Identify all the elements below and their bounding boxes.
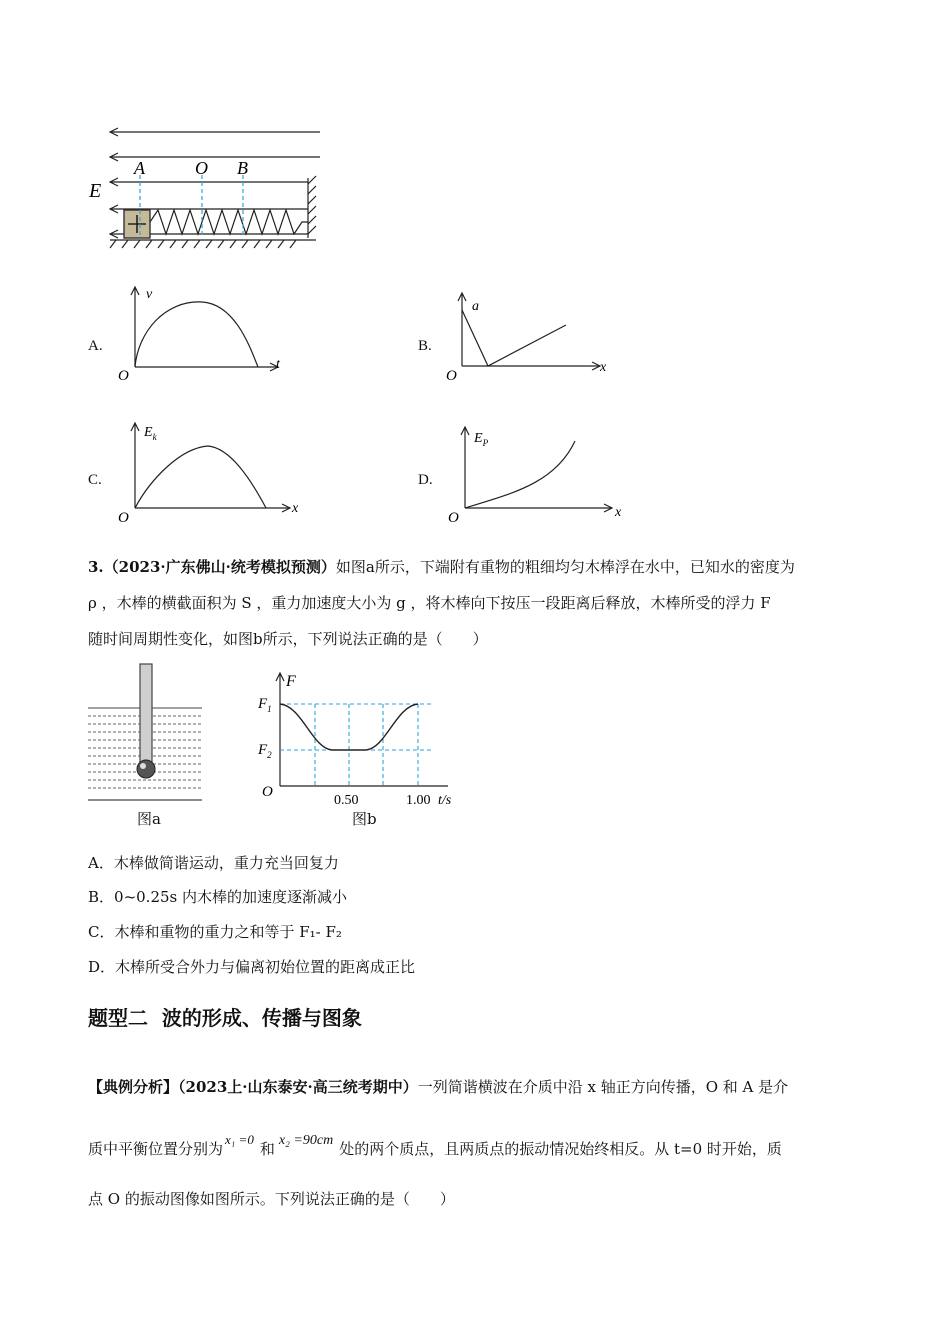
field-label-e: E	[89, 180, 102, 202]
figure-b-f2-label: $F_2$	[258, 742, 272, 760]
choice-d	[88, 956, 415, 978]
choice-b	[88, 886, 347, 908]
option-a-letter: A.	[88, 338, 103, 354]
example-source: （2023上·山东泰安·高三统考期中）	[178, 1078, 418, 1096]
figure-b-caption: 图b	[352, 810, 377, 828]
question-3-line-2: ρ ，木棒的横截面积为 S ，重力加速度大小为 g ，将木棒向下按压一段距离后释放，木棒所受的浮力 F	[88, 594, 771, 612]
option-d-origin: O	[448, 510, 459, 526]
option-b-letter: B.	[418, 338, 432, 354]
figure-b-origin: O	[262, 784, 273, 800]
choice-a-text: 木棒做简谐运动，重力充当回复力	[113, 854, 339, 872]
choice-c	[88, 921, 342, 943]
point-label-o: O	[195, 158, 208, 178]
option-c-letter: C.	[88, 472, 102, 488]
choice-c-letter: C．	[88, 923, 115, 941]
option-c-origin: O	[118, 510, 129, 526]
option-d-y-label: $E_P$	[474, 431, 489, 448]
figure-a-caption: 图a	[137, 810, 161, 828]
option-b-x-label: x	[600, 360, 607, 375]
figure-b-tick-100: 1.00	[406, 793, 431, 808]
option-b-y-label: a	[472, 299, 479, 314]
option-c-y-label: $E_k$	[144, 425, 157, 442]
figure-b-force-graph	[252, 670, 472, 810]
option-a-graph	[110, 282, 300, 387]
example-line-1	[88, 1076, 788, 1098]
field-spring-figure	[80, 120, 330, 260]
example-line-2	[88, 1132, 782, 1162]
figure-b-y-label: F	[286, 673, 296, 690]
figure-b-x-label: t/s	[438, 793, 452, 808]
section-heading: 题型二 波的形成、传播与图象	[88, 1006, 362, 1030]
figure-a-floating-rod	[86, 660, 206, 805]
example-tag: 【典例分析】	[88, 1078, 179, 1096]
example-text-1: 一列简谐横波在介质中沿 x 轴正方向传播，O 和 A 是介	[417, 1078, 789, 1096]
option-d-x-label: x	[615, 505, 622, 520]
point-label-b: B	[237, 158, 248, 178]
question-3-number: 3.	[88, 558, 104, 576]
option-c-graph	[110, 418, 310, 528]
option-c-x-label: x	[292, 501, 299, 516]
example-text-2-pre: 质中平衡位置分别为	[88, 1140, 224, 1158]
figure-b-tick-050: 0.50	[334, 793, 359, 808]
option-d-graph	[440, 424, 640, 528]
question-3-line-3: 随时间周期性变化，如图b所示，下列说法正确的是（ ）	[88, 630, 488, 648]
option-b-graph	[440, 288, 620, 388]
question-3-text-1: 如图a所示，下端附有重物的粗细均匀木棒浮在水中，已知水的密度为	[335, 558, 795, 576]
choice-d-text: 木棒所受合外力与偏离初始位置的距离成正比	[115, 958, 416, 976]
choice-d-letter: D．	[88, 958, 116, 976]
choice-a	[88, 852, 339, 874]
choice-c-text: 木棒和重物的重力之和等于 F₁- F₂	[114, 923, 342, 941]
option-a-origin: O	[118, 368, 129, 384]
example-line-3: 点 O 的振动图像如图所示。下列说法正确的是（ ）	[88, 1190, 455, 1208]
example-and: 和	[259, 1140, 275, 1158]
wooden-rod	[140, 664, 152, 764]
choice-b-text: 0~0.25s 内木棒的加速度逐渐减小	[114, 888, 348, 906]
option-d-letter: D.	[418, 472, 433, 488]
question-3-line-1	[88, 556, 795, 578]
weight-ball	[137, 760, 155, 778]
choice-b-letter: B．	[88, 888, 115, 906]
question-3-source: （2023·广东佛山·统考模拟预测）	[103, 558, 336, 576]
option-a-y-label: v	[146, 287, 153, 302]
option-b-origin: O	[446, 368, 457, 384]
choice-a-letter: A．	[88, 854, 114, 872]
point-label-a: A	[134, 158, 145, 178]
example-x2: x₂ =90cm	[278, 1133, 334, 1148]
example-x1: x₁ =0	[225, 1132, 254, 1147]
figure-b-f1-label: $F_1$	[258, 696, 272, 714]
option-a-x-label: t	[276, 357, 280, 372]
example-text-2-post: 处的两个质点，且两质点的振动情况始终相反。从 t=0 时开始，质	[339, 1140, 782, 1158]
